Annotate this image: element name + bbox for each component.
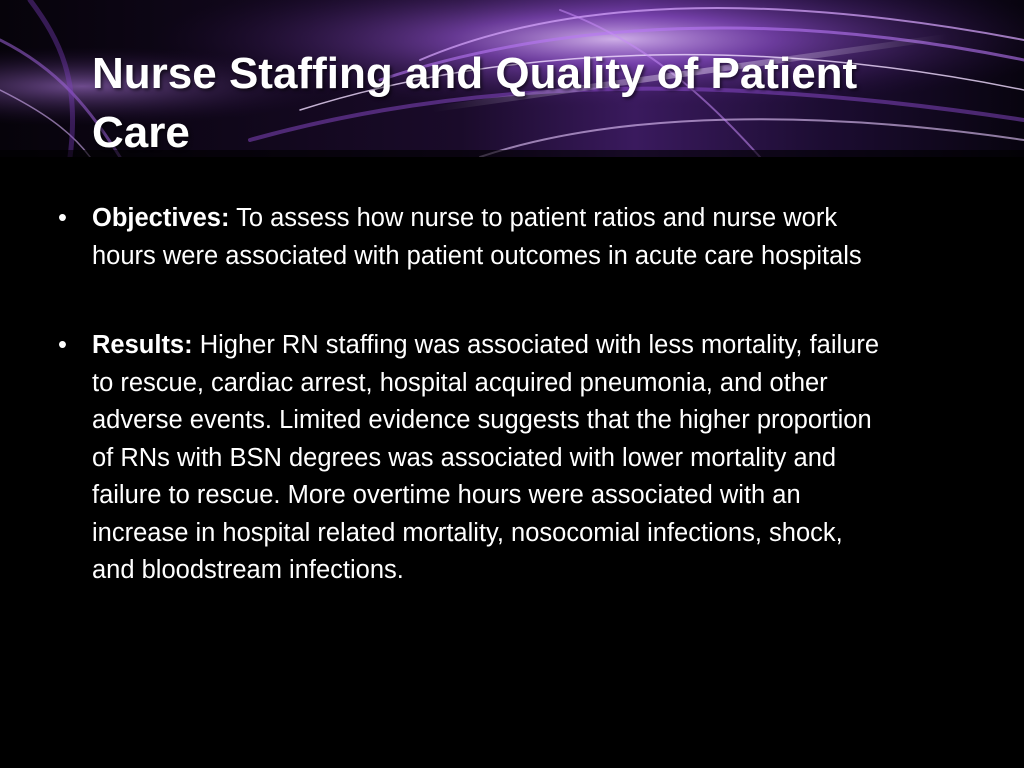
bullet-text-results: Higher RN staffing was associated with less mortality, failure to rescue, cardiac arrest, hospital acquired pneumonia, and other adverse events. Limited evidence suggests that the higher proportion of RNs with BSN degrees was associated with lower mortality and failure to rescue. More overtime hours were associated with an increase in hospital related mortality, nosocomial infections, shock, and bloodstream infections. bbox=[92, 331, 880, 584]
bullet-list bbox=[0, 200, 1024, 642]
bullet-objectives bbox=[0, 200, 892, 275]
bullet-label-results: Results: bbox=[92, 331, 193, 359]
bullet-label-objectives: Objectives: bbox=[92, 204, 230, 232]
bullet-marker: • bbox=[58, 204, 67, 232]
bullet-text-objectives: To assess how nurse to patient ratios and nurse work hours were associated with patient outcomes in acute care hospitals bbox=[92, 204, 862, 270]
bullet-results bbox=[0, 327, 892, 590]
slide-title: Nurse Staffing and Quality of Patient Care bbox=[92, 49, 858, 157]
bullet-marker: • bbox=[58, 331, 67, 359]
